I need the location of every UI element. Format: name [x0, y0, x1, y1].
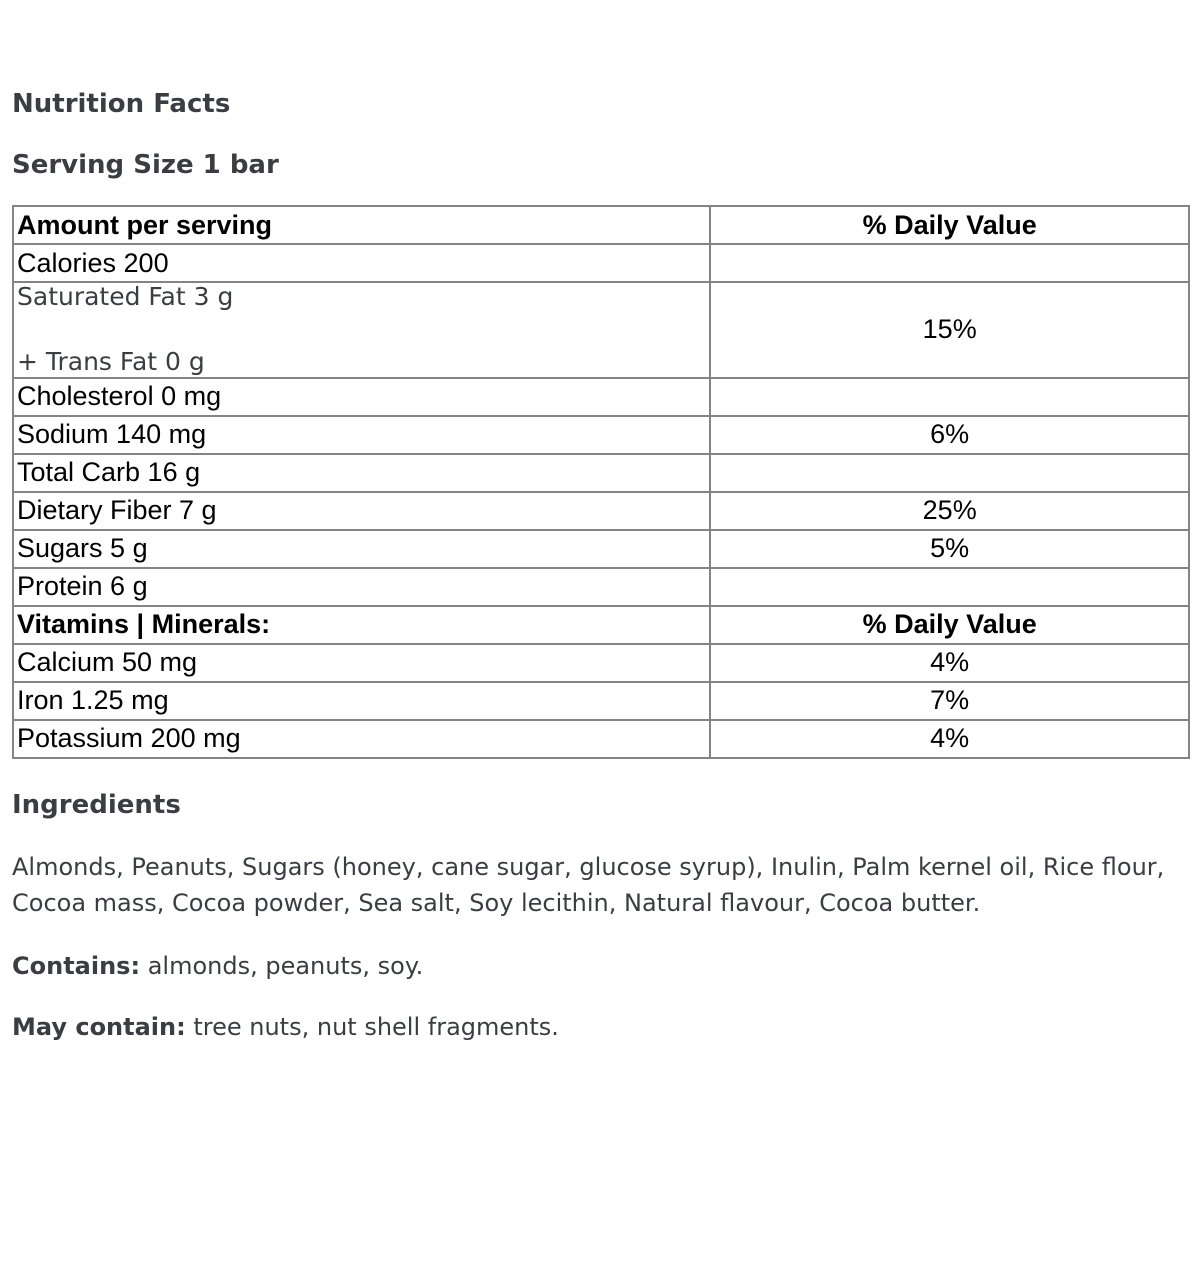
nutrient-cell-calories: Calories 200 [13, 244, 710, 282]
table-row [13, 568, 1189, 606]
ingredients-heading: Ingredients [12, 789, 181, 820]
amount-per-serving-header: Amount per serving [13, 206, 710, 244]
page-title: Nutrition Facts [12, 89, 231, 119]
nutrition-page [0, 88, 1200, 1043]
nutrient-cell-total-carb: Total Carb 16 g [13, 454, 710, 492]
nutrient-cell-sodium: Sodium 140 mg [13, 416, 710, 454]
may-contain-statement [12, 1012, 1190, 1043]
nutrient-cell-sugars: Sugars 5 g [13, 530, 710, 568]
daily-value-cell [710, 454, 1189, 492]
table-row [13, 492, 1189, 530]
contains-label: Contains: [12, 952, 141, 980]
contains-text: almonds, peanuts, soy. [140, 952, 424, 980]
vitamins-minerals-header-row [13, 606, 1189, 644]
table-row [13, 416, 1189, 454]
daily-value-cell [710, 244, 1189, 282]
table-row [13, 378, 1189, 416]
nutrient-cell-protein: Protein 6 g [13, 568, 710, 606]
table-row [13, 282, 1189, 378]
daily-value-cell: 5% [710, 530, 1189, 568]
table-row [13, 720, 1189, 758]
table-row [13, 454, 1189, 492]
nutrient-cell-saturated-trans-fat [13, 282, 710, 378]
table-header-row [13, 206, 1189, 244]
nutrient-cell-cholesterol: Cholesterol 0 mg [13, 378, 710, 416]
nutrient-cell-iron: Iron 1.25 mg [13, 682, 710, 720]
trans-fat-line: + Trans Fat 0 g [17, 346, 205, 376]
may-contain-text: tree nuts, nut shell fragments. [185, 1013, 559, 1042]
daily-value-cell [710, 378, 1189, 416]
daily-value-cell: 4% [710, 720, 1189, 758]
daily-value-header: % Daily Value [710, 206, 1189, 244]
vitamins-minerals-header: Vitamins | Minerals: [13, 606, 710, 644]
contains-statement [12, 951, 1190, 982]
daily-value-cell [710, 568, 1189, 606]
ingredients-list: Almonds, Peanuts, Sugars (honey, cane sugar, glucose syrup), Inulin, Palm kernel oil, Rice flour, Cocoa mass, Cocoa powder, Sea salt, Soy lecithin, Natural flavour, Cocoa butter. [12, 853, 1165, 917]
daily-value-header-2: % Daily Value [710, 606, 1189, 644]
nutrition-facts-table [12, 205, 1190, 759]
daily-value-cell: 7% [710, 682, 1189, 720]
nutrient-cell-potassium: Potassium 200 mg [13, 720, 710, 758]
table-row [13, 530, 1189, 568]
table-row [13, 644, 1189, 682]
nutrient-cell-calcium: Calcium 50 mg [13, 644, 710, 682]
may-contain-label: May contain: [12, 1013, 186, 1042]
daily-value-cell: 25% [710, 492, 1189, 530]
table-row [13, 244, 1189, 282]
daily-value-cell: 15% [710, 282, 1189, 378]
table-row [13, 682, 1189, 720]
saturated-fat-line: Saturated Fat 3 g [17, 282, 234, 311]
serving-size-heading: Serving Size 1 bar [12, 149, 279, 180]
daily-value-cell: 6% [710, 416, 1189, 454]
nutrient-cell-dietary-fiber: Dietary Fiber 7 g [13, 492, 710, 530]
daily-value-cell: 4% [710, 644, 1189, 682]
